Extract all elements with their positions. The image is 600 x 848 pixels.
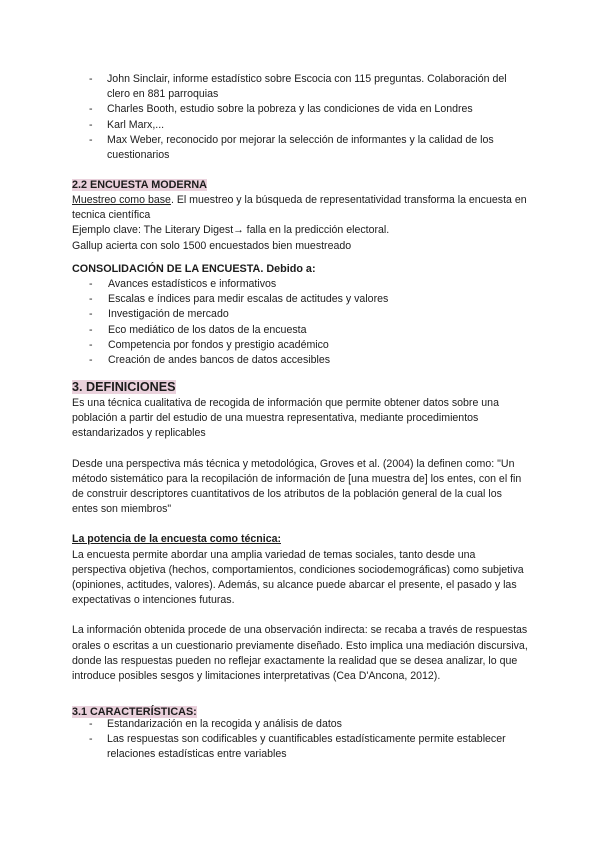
list-item: - Eco mediático de los datos de la encuesta — [0, 323, 600, 338]
section-heading: 3.1 CARACTERÍSTICAS: — [72, 706, 197, 718]
dash-bullet: - — [89, 718, 93, 730]
dash-bullet: - — [89, 323, 93, 336]
list-item: - John Sinclair, informe estadístico sobre Escocia con 115 preguntas. Colaboración del clero en 881 parroquias — [89, 73, 507, 101]
list-item: - Creación de andes bancos de datos accesibles — [0, 353, 600, 368]
list-item: - Las respuestas son codificables y cuantificables estadísticamente permite establecer relaciones estadísticas entre variables — [89, 733, 506, 761]
section-heading: CONSOLIDACIÓN DE LA ENCUESTA. Debido a: — [72, 263, 316, 275]
section-consolidacion — [72, 262, 528, 277]
dash-bullet: - — [89, 733, 93, 746]
consolidacion-list — [0, 277, 600, 368]
subheading: La potencia de la encuesta como técnica: — [72, 533, 281, 546]
list-item: - Estandarización en la recogida y análisis de datos — [0, 717, 600, 732]
list-item: - Charles Booth, estudio sobre la pobreza y las condiciones de vida en Londres — [0, 102, 600, 117]
underlined-term: Muestreo como base — [72, 194, 171, 206]
list-item: - Karl Marx,... — [0, 118, 600, 133]
list-item: - Investigación de mercado — [0, 307, 600, 322]
paragraph: Gallup acierta con solo 1500 encuestados bien muestreado — [72, 239, 352, 252]
dash-bullet: - — [89, 354, 93, 367]
dash-bullet: - — [89, 73, 93, 85]
section-heading: 3. DEFINICIONES — [72, 380, 176, 394]
dash-bullet: - — [89, 278, 93, 290]
dash-bullet: - — [89, 118, 93, 131]
dash-bullet: - — [89, 103, 93, 116]
section-definiciones — [72, 378, 528, 684]
list-item: - Escalas e índices para medir escalas de actitudes y valores — [0, 292, 600, 307]
dash-bullet: - — [89, 133, 93, 146]
list-item: - Max Weber, reconocido por mejorar la selección de informantes y la calidad de los cuestionarios — [89, 133, 494, 162]
section-heading: 2.2 ENCUESTA MODERNA — [72, 179, 207, 191]
paragraph: Ejemplo clave: The Literary Digest→ falla en la predicción electoral. — [72, 224, 390, 237]
paragraph: Muestreo como base. El muestreo y la búsqueda de representatividad transforma la encuesta en tecnica científica — [72, 194, 527, 222]
dash-bullet: - — [89, 293, 93, 306]
paragraph: Desde una perspectiva más técnica y metodológica, Groves et al. (2004) la definen como: "Un método sistemático para la recopilación de información de [una muestra de] los entes, con el fin de construir descriptores cuantitativos de los atributos de la población general de la cual los entes son miembros" — [72, 457, 522, 516]
list-item: - Avances estadísticos e informativos — [0, 277, 600, 292]
paragraph: Es una técnica cualitativa de recogida de información que permite obtener datos sobre una población a partir del estudio de una muestra representativa, mediante procedimientos estandarizados y replicables — [72, 397, 499, 440]
list-item: - Competencia por fondos y prestigio académico — [0, 338, 600, 353]
historical-authors-list — [0, 72, 600, 163]
paragraph: La información obtenida procede de una observación indirecta: se recaba a través de respuestas orales o escritas a un cuestionario previamente diseñado. Esto implica una mediación discursiva, donde las respuestas pueden no reflejar exactamente la realidad que se desea analizar, lo que introduce posibles sesgos y limitaciones interpretativas (Cea D'Ancona, 2012). — [72, 624, 528, 683]
caracteristicas-list — [0, 717, 600, 763]
paragraph: La encuesta permite abordar una amplia variedad de temas sociales, tanto desde una perspectiva objetiva (hechos, comportamientos, condiciones sociodemográficas) como subjetiva (opiniones, actitudes, valores). Además, su alcance puede abarcar el presente, el pasado y las expectativas o intenciones futuras. — [72, 548, 524, 607]
dash-bullet: - — [89, 308, 93, 321]
section-encuesta-moderna — [72, 175, 528, 254]
dash-bullet: - — [89, 338, 93, 351]
